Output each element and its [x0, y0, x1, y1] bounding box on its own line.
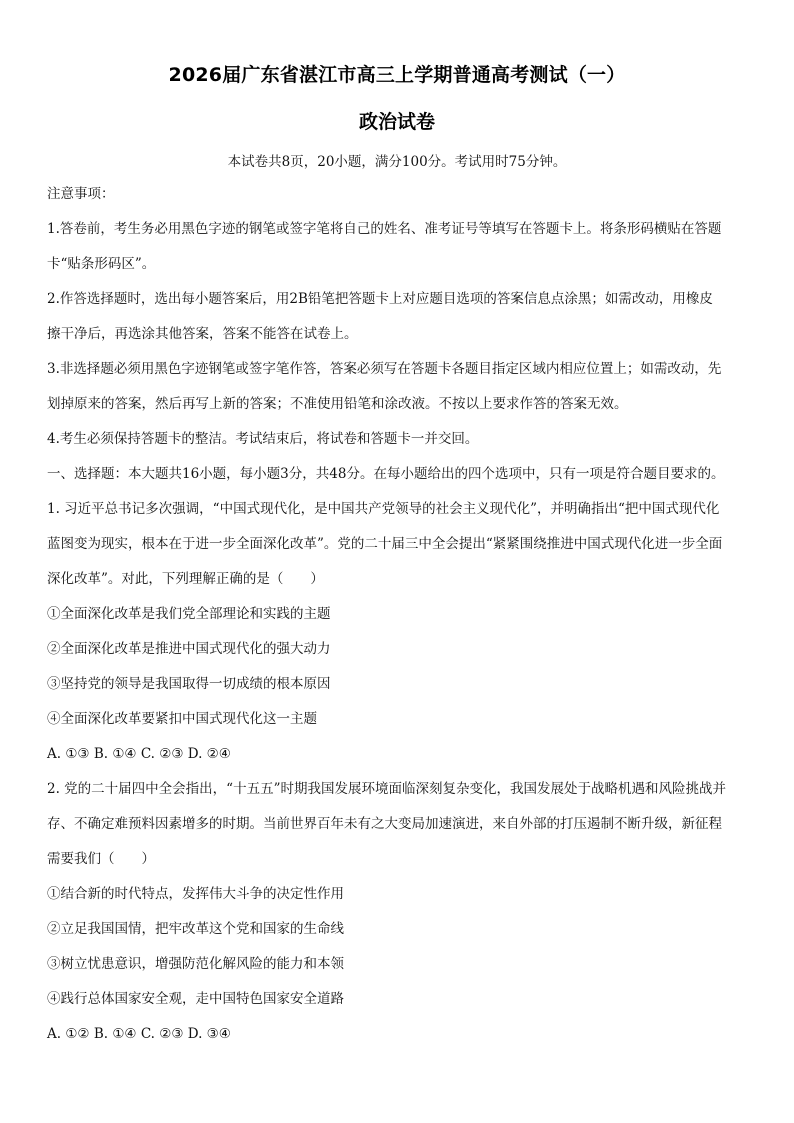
q2-choices: A. ①② B. ①④ C. ②③ D. ③④	[47, 1026, 231, 1042]
q1-stem-line: 蓝图变为现实，根本在于进一步全面深化改革”。党的二十届三中全会提出“紧紧围绕推进中国式现代化进一步全面	[47, 536, 723, 552]
q1-stem-line: 1. 习近平总书记多次强调，“中国式现代化，是中国共产党领导的社会主义现代化”，并明确指出“把中国式现代化	[47, 501, 720, 517]
q1-stem-line: 深化改革”。对此，下列理解正确的是（ ）	[47, 571, 324, 587]
notes-heading: 注意事项：	[47, 186, 115, 202]
notes-line: 2.作答选择题时，选出每小题答案后，用2B铅笔把答题卡上对应题目选项的答案信息点涂黑；如需改动，用橡皮	[47, 291, 713, 307]
q2-stem-line: 需要我们（ ）	[47, 851, 155, 867]
notes-line: 1.答卷前，考生务必用黑色字迹的钢笔或签字笔将自己的姓名、准考证号等填写在答题卡上。将条形码横贴在答题	[47, 221, 722, 237]
exam-info: 本试卷共8页，20小题，满分100分。考试用时75分钟。	[227, 154, 567, 170]
section-heading: 一、选择题：本大题共16小题，每小题3分，共48分。在每小题给出的四个选项中，只有一项是符合题目要求的。	[47, 466, 725, 482]
notes-line: 擦干净后，再选涂其他答案，答案不能答在试卷上。	[47, 326, 358, 342]
q1-option: ②全面深化改革是推进中国式现代化的强大动力	[47, 641, 331, 657]
q2-option: ④践行总体国家安全观，走中国特色国家安全道路	[47, 991, 344, 1007]
q2-option: ③树立忧患意识，增强防范化解风险的能力和本领	[47, 956, 344, 972]
q2-stem-line: 2. 党的二十届四中全会指出，“十五五”时期我国发展环境面临深刻复杂变化，我国发展处于战略机遇和风险挑战并	[47, 781, 726, 797]
q2-option: ②立足我国国情，把牢改革这个党和国家的生命线	[47, 921, 344, 937]
q1-option: ③坚持党的领导是我国取得一切成绩的根本原因	[47, 676, 331, 692]
notes-line: 卡“贴条形码区”。	[47, 256, 156, 272]
q1-option: ④全面深化改革要紧扣中国式现代化这一主题	[47, 711, 317, 727]
q1-option: ①全面深化改革是我们党全部理论和实践的主题	[47, 606, 331, 622]
q2-stem-line: 存、不确定难预料因素增多的时期。当前世界百年未有之大变局加速演进，来自外部的打压遏制不断升级，新征程	[47, 816, 722, 832]
q2-option: ①结合新的时代特点，发挥伟大斗争的决定性作用	[47, 886, 344, 902]
notes-line: 4.考生必须保持答题卡的整洁。考试结束后，将试卷和答题卡一并交回。	[47, 431, 479, 447]
q1-choices: A. ①③ B. ①④ C. ②③ D. ②④	[47, 746, 231, 762]
notes-line: 3.非选择题必须用黑色字迹钢笔或签字笔作答，答案必须写在答题卡各题目指定区域内相应位置上；如需改动，先	[47, 361, 722, 377]
notes-line: 划掉原来的答案，然后再写上新的答案；不准使用铅笔和涂改液。不按以上要求作答的答案无效。	[47, 396, 628, 412]
exam-subject: 政治试卷	[358, 111, 435, 133]
exam-title: 2026届广东省湛江市高三上学期普通高考测试（一）	[168, 64, 626, 86]
